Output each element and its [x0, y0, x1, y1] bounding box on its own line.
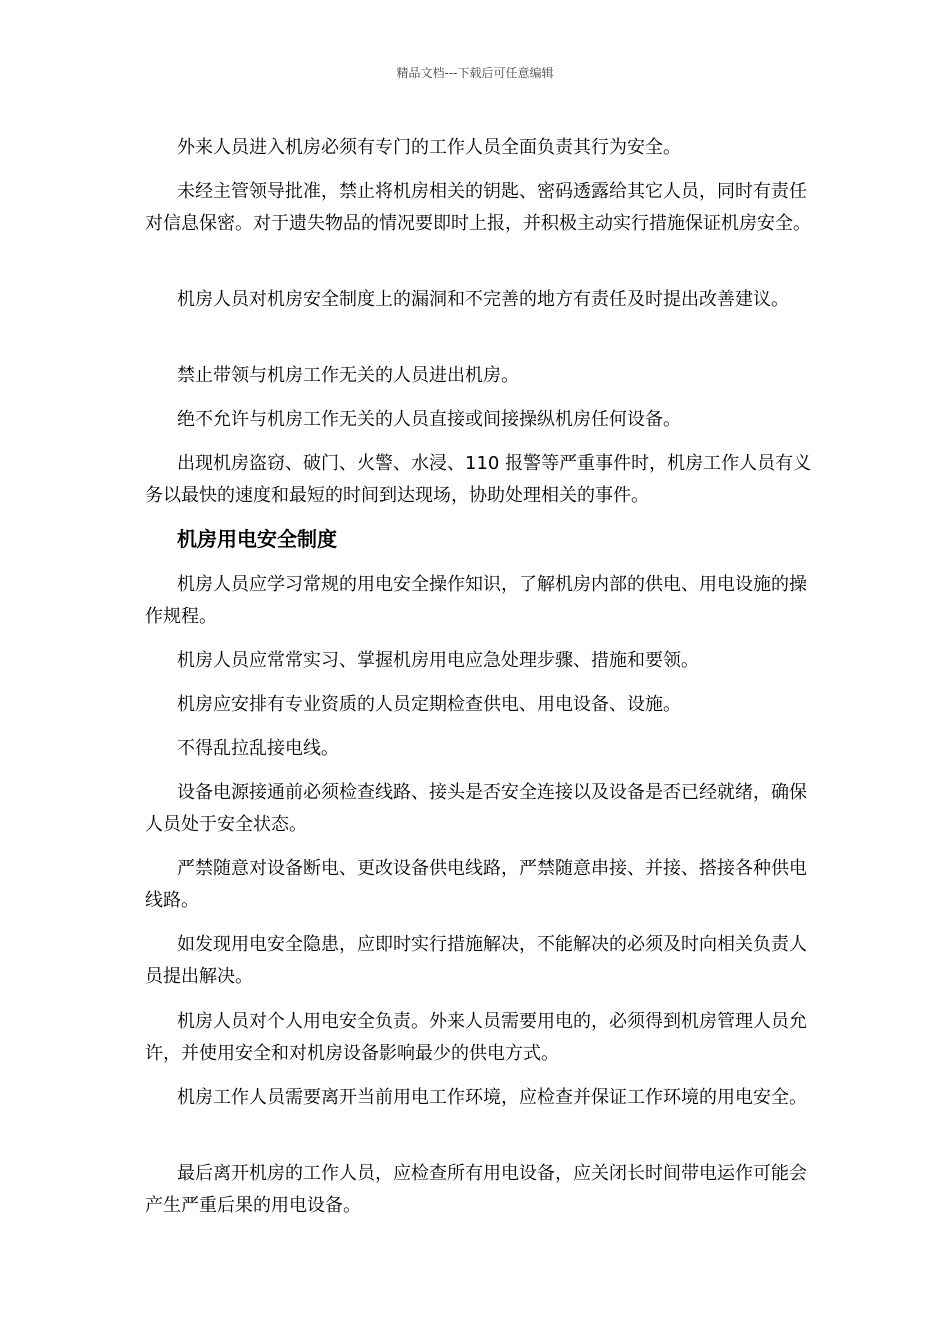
paragraph-periodic-inspection: 机房应安排有专业资质的人员定期检查供电、用电设备、设施。	[177, 694, 681, 715]
paragraph-last-person-check: 最后离开机房的工作人员，应检查所有用电设备，应关闭长时间带电运作可能会产生严重后果的用电设备。	[145, 1163, 807, 1216]
paragraph-no-unrelated-visitors: 禁止带领与机房工作无关的人员进出机房。	[177, 365, 519, 386]
paragraph-no-unauthorized-operation: 绝不允许与机房工作无关的人员直接或间接操纵机房任何设备。	[177, 409, 681, 430]
paragraph-no-unauthorized-changes: 严禁随意对设备断电、更改设备供电线路，严禁随意串接、并接、搭接各种供电线路。	[145, 858, 807, 911]
paragraph-check-before-power-on: 设备电源接通前必须检查线路、接头是否安全连接以及设备是否已经就绪，确保人员处于安全状态。	[145, 782, 807, 835]
paragraph-electrical-knowledge: 机房人员应学习常规的用电安全操作知识，了解机房内部的供电、用电设施的操作规程。	[145, 574, 807, 627]
section-heading: 机房用电安全制度	[177, 527, 337, 551]
paragraph-report-loopholes: 机房人员对机房安全制度上的漏洞和不完善的地方有责任及时提出改善建议。	[177, 289, 789, 310]
paragraph-hazard-handling: 如发现用电安全隐患，应即时实行措施解决，不能解决的必须及时向相关负责人员提出解决。	[145, 934, 807, 987]
page-header: 精品文档---下载后可任意编辑	[396, 66, 554, 80]
paragraph-leaving-workplace: 机房工作人员需要离开当前用电工作环境，应检查并保证工作环境的用电安全。	[177, 1087, 807, 1108]
paragraph-key-password-secrecy: 未经主管领导批准，禁止将机房相关的钥匙、密码透露给其它人员，同时有责任对信息保密。对于遗失物品的情况要即时上报，并积极主动实行措施保证机房安全。	[145, 181, 811, 234]
paragraph-emergency-response: 出现机房盗窃、破门、火警、水浸、110 报警等严重事件时，机房工作人员有义务以最快的速度和最短的时间到达现场，协助处理相关的事件。	[145, 453, 812, 506]
paragraph-no-random-wiring: 不得乱拉乱接电线。	[177, 738, 339, 759]
paragraph-emergency-drills: 机房人员应常常实习、掌握机房用电应急处理步骤、措施和要领。	[177, 650, 699, 671]
paragraph-personal-responsibility: 机房人员对个人用电安全负责。外来人员需要用电的，必须得到机房管理人员允许，并使用安全和对机房设备影响最少的供电方式。	[145, 1011, 807, 1064]
paragraph-visitor-supervision: 外来人员进入机房必须有专门的工作人员全面负责其行为安全。	[177, 137, 681, 158]
